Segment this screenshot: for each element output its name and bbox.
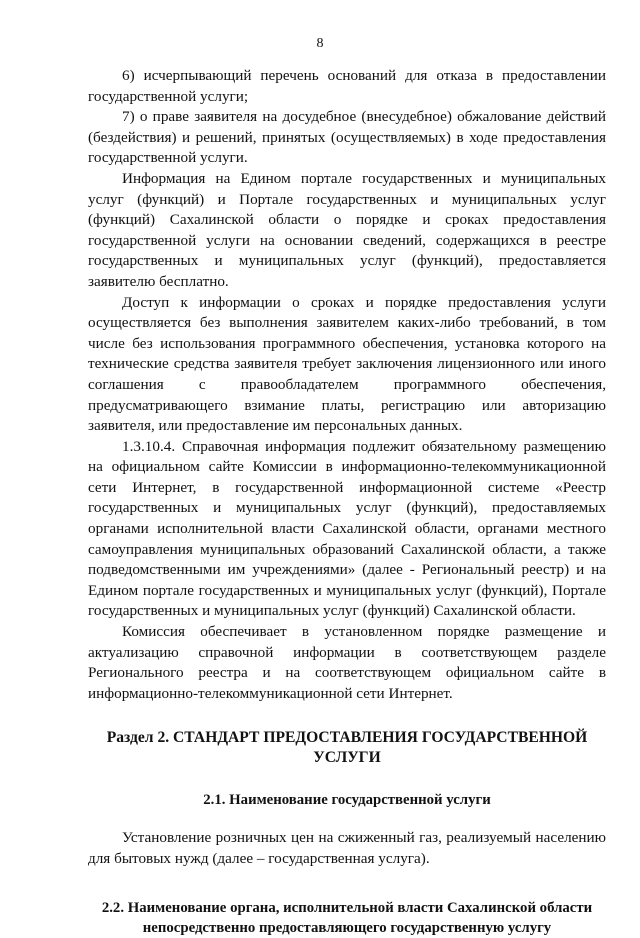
document-body [88, 66, 606, 938]
paragraph-item-7: 7) о праве заявителя на досудебное (внесудебное) обжалование действий (бездействия) и решений, принятых (осуществляемых) в ходе предоставления государственной услуги. [88, 108, 606, 167]
section-heading: Раздел 2. СТАНДАРТ ПРЕДОСТАВЛЕНИЯ ГОСУДАРСТВЕННОЙ УСЛУГИ [106, 729, 588, 767]
subsection-2-2-heading: 2.2. Наименование органа, исполнительной власти Сахалинской области непосредственно предоставляющего государственную услугу [101, 899, 593, 936]
subsection-2-1-text: Установление розничных цен на сжиженный газ, реализуемый населению для бытовых нужд (далее – государственная услуга). [88, 829, 606, 867]
paragraph-item-6: 6) исчерпывающий перечень оснований для отказа в предоставлении государственной услуги; [88, 67, 606, 105]
paragraph-portal-info: Информация на Едином портале государственных и муниципальных услуг (функций) и Портале государственных и муниципальных услуг (функций) Сахалинской области о порядке и сроках предоставления государственной услуги на основании сведений, содержащихся в реестре государственных и муниципальных услуг (функций), предоставляется заявителю бесплатно. [88, 169, 606, 290]
paragraph-access-info: Доступ к информации о сроках и порядке предоставления услуги осуществляется без выполнения заявителем каких-либо требований, в том числе без использования программного обеспечения, установка которого на технические средства заявителя требует заключения лицензионного или иного соглашения с правообладателем программного обеспечения, предусматривающего взимание платы, регистрацию или авторизацию заявителя, или предоставление им персональных данных. [88, 293, 606, 435]
subsection-2-1-heading: 2.1. Наименование государственной услуги [203, 792, 491, 809]
paragraph-commission: Комиссия обеспечивает в установленном порядке размещение и актуализацию справочной информации в соответствующем разделе Регионального реестра и на соответствующем официальном сайте в информационно-телекоммуникационной сети Интернет. [88, 623, 606, 702]
paragraph-1-3-10-4: 1.3.10.4. Справочная информация подлежит обязательному размещению на официальном сайте Комиссии в информационно-телекоммуникационной сети Интернет, в государственной информационной системе «Реестр государственных и муниципальных услуг (функций), предоставляемых органами исполнительной власти Сахалинской области, органами местного самоуправления муниципальных образований Сахалинской области, а также подведомственными им учреждениями» (далее - Региональный реестр) и на Едином портале государственных и муниципальных услуг (функций), Портале государственных и муниципальных услуг (функций) Сахалинской области. [88, 437, 606, 620]
page-number: 8 [316, 36, 324, 51]
